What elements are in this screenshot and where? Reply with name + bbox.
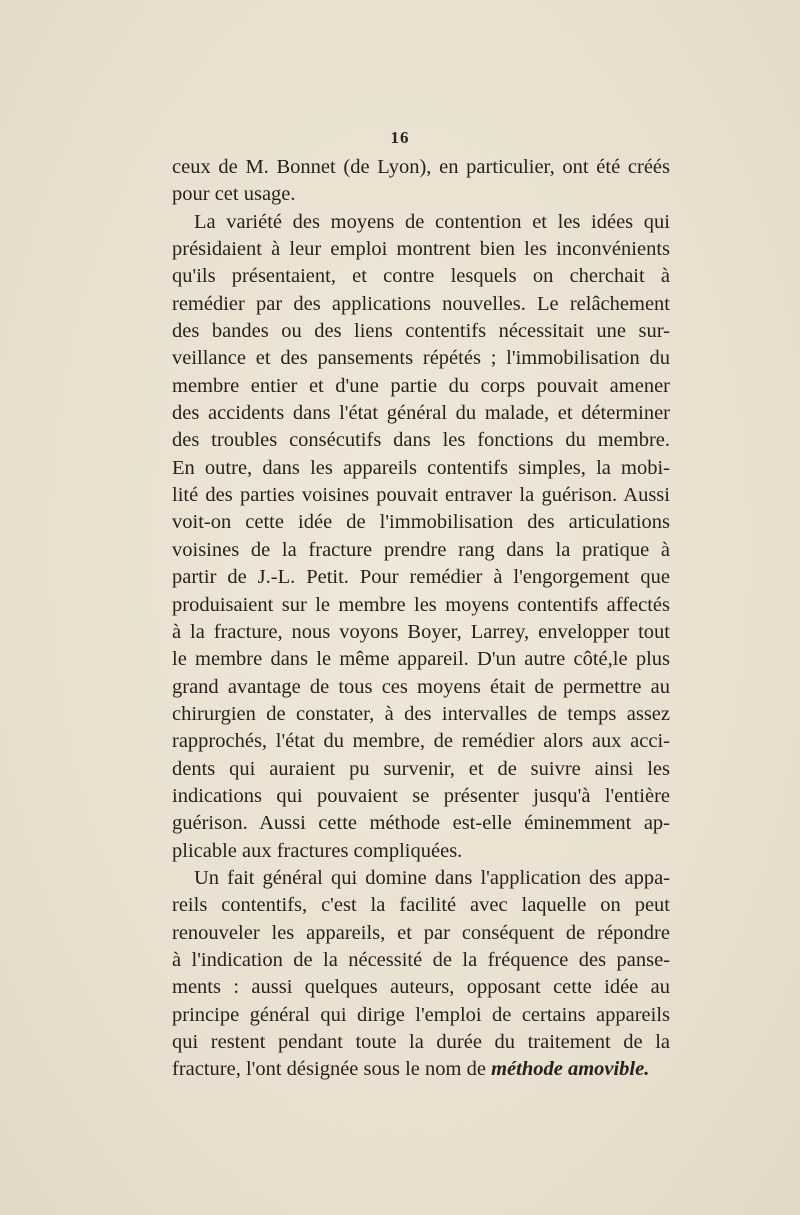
text-line: chirurgien de constater, à des intervalles de temps assez bbox=[172, 702, 670, 725]
page-number: 16 bbox=[390, 128, 410, 147]
text-line: guérison. Aussi cette méthode est-elle éminemment ap- bbox=[172, 812, 670, 835]
text-line: partir de J.-L. Petit. Pour remédier à l'engorgement que bbox=[172, 566, 670, 589]
text-line: des accidents dans l'état général du malade, et déterminer bbox=[172, 402, 670, 425]
text-line: ceux de M. Bonnet (de Lyon), en particulier, ont été créés bbox=[172, 156, 670, 178]
text-line: La variété des moyens de contention et les idées qui bbox=[194, 210, 670, 233]
text-line: des bandes ou des liens contentifs nécessitait une sur- bbox=[172, 320, 670, 343]
text-line: ments : aussi quelques auteurs, opposant cette idée au bbox=[172, 976, 670, 999]
body-text bbox=[172, 154, 670, 1084]
text-line: plicable aux fractures compliquées. bbox=[172, 839, 463, 862]
text-line: Un fait général qui domine dans l'application des appa- bbox=[194, 866, 670, 889]
text-line: le membre dans le même appareil. D'un autre côté,le plus bbox=[172, 648, 670, 671]
text-line: lité des parties voisines pouvait entraver la guérison. Aussi bbox=[172, 484, 670, 507]
text-line: voisines de la fracture prendre rang dans la pratique à bbox=[172, 538, 670, 561]
text-line: qu'ils présentaient, et contre lesquels on cherchait à bbox=[172, 265, 670, 288]
text-line: En outre, dans les appareils contentifs simples, la mobi- bbox=[172, 456, 670, 479]
text-line: qui restent pendant toute la durée du traitement de la bbox=[172, 1031, 670, 1053]
text-line: reils contentifs, c'est la facilité avec laquelle on peut bbox=[172, 894, 670, 917]
final-line-prefix: fracture, l'ont désignée sous le nom de bbox=[172, 1058, 492, 1081]
text-line: renouveler les appareils, et par conséquent de répondre bbox=[172, 921, 670, 944]
text-line: dents qui auraient pu survenir, et de suivre ainsi les bbox=[172, 757, 670, 780]
emphasized-term: méthode amovible. bbox=[491, 1058, 650, 1081]
text-line: veillance et des pansements répétés ; l'immobilisation du bbox=[172, 347, 670, 370]
text-line: présidaient à leur emploi montrent bien les inconvénients bbox=[172, 238, 670, 261]
text-line: membre entier et d'une partie du corps pouvait amener bbox=[172, 374, 670, 397]
text-line: des troubles consécutifs dans les fonctions du membre. bbox=[172, 429, 670, 452]
text-line: grand avantage de tous ces moyens était de permettre au bbox=[172, 675, 670, 698]
text-line: remédier par des applications nouvelles. Le relâchement bbox=[172, 292, 670, 315]
text-line: principe général qui dirige l'emploi de certains appareils bbox=[172, 1003, 670, 1026]
text-line: voit-on cette idée de l'immobilisation des articulations bbox=[172, 511, 670, 534]
text-line: à la fracture, nous voyons Boyer, Larrey, envelopper tout bbox=[172, 620, 670, 643]
text-line: indications qui pouvaient se présenter jusqu'à l'entière bbox=[172, 784, 670, 807]
text-line: à l'indication de la nécessité de la fréquence des panse- bbox=[172, 948, 670, 971]
text-line: produisaient sur le membre les moyens contentifs affectés bbox=[172, 593, 670, 616]
text-line-final bbox=[172, 1056, 670, 1083]
text-line: pour cet usage. bbox=[172, 183, 296, 206]
text-line: rapprochés, l'état du membre, de remédier alors aux acci- bbox=[172, 730, 670, 753]
